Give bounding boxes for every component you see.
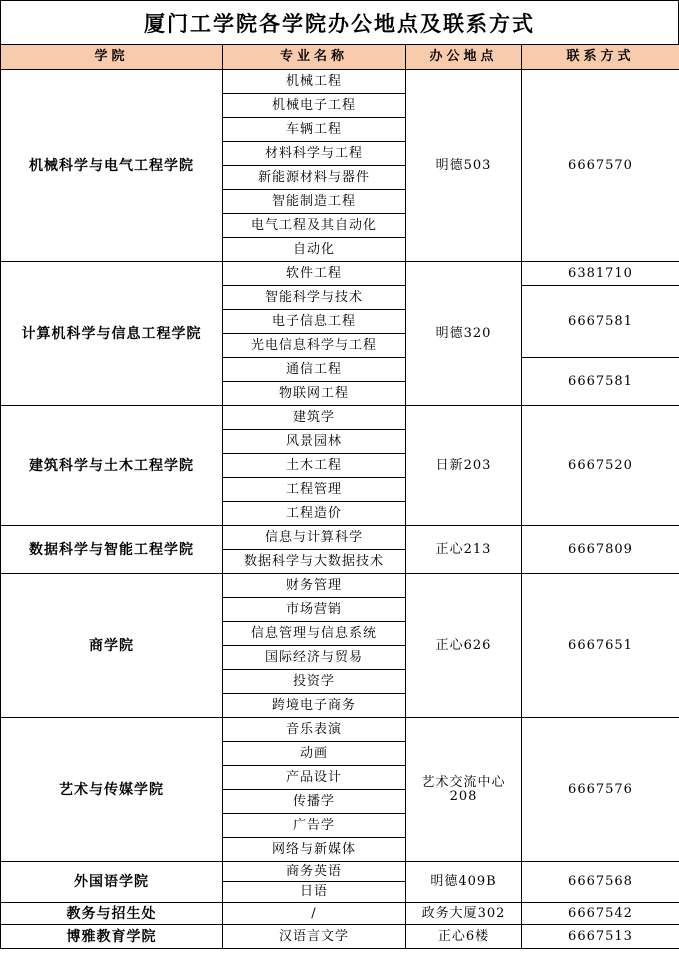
office-location: 正心213 bbox=[406, 526, 522, 574]
major-name: 产品设计 bbox=[223, 766, 406, 790]
contact-phone: 6381710 bbox=[522, 262, 679, 286]
contact-phone: 6667581 bbox=[522, 358, 679, 406]
major-name: 物联网工程 bbox=[223, 382, 406, 406]
major-name: 智能科学与技术 bbox=[223, 286, 406, 310]
major-name: 通信工程 bbox=[223, 358, 406, 382]
college-name: 机械科学与电气工程学院 bbox=[1, 70, 223, 262]
major-name: 电气工程及其自动化 bbox=[223, 214, 406, 238]
header-row bbox=[1, 45, 679, 70]
header-major: 专业名称 bbox=[223, 45, 406, 70]
table-row bbox=[1, 262, 679, 286]
table-row bbox=[1, 862, 679, 882]
contact-phone: 6667542 bbox=[522, 903, 679, 925]
major-name: 工程造价 bbox=[223, 502, 406, 526]
header-contact: 联系方式 bbox=[522, 45, 679, 70]
major-name: 汉语言文学 bbox=[223, 925, 406, 949]
sheet-title-row bbox=[0, 0, 679, 44]
major-name: 车辆工程 bbox=[223, 118, 406, 142]
contact-phone: 6667520 bbox=[522, 406, 679, 526]
major-name: 跨境电子商务 bbox=[223, 694, 406, 718]
major-name: 软件工程 bbox=[223, 262, 406, 286]
table-row bbox=[1, 574, 679, 598]
office-location: 明德320 bbox=[406, 262, 522, 406]
major-name: 商务英语 bbox=[223, 862, 406, 882]
table-row bbox=[1, 903, 679, 925]
office-location: 日新203 bbox=[406, 406, 522, 526]
major-name: / bbox=[223, 903, 406, 925]
major-name: 光电信息科学与工程 bbox=[223, 334, 406, 358]
contact-phone: 6667581 bbox=[522, 286, 679, 358]
college-name: 建筑科学与土木工程学院 bbox=[1, 406, 223, 526]
college-name: 外国语学院 bbox=[1, 862, 223, 903]
major-name: 日语 bbox=[223, 882, 406, 903]
table-row bbox=[1, 718, 679, 742]
contact-phone: 6667570 bbox=[522, 70, 679, 262]
header-office: 办公地点 bbox=[406, 45, 522, 70]
major-name: 广告学 bbox=[223, 814, 406, 838]
contact-table bbox=[0, 44, 679, 949]
table-row bbox=[1, 925, 679, 949]
contact-phone: 6667809 bbox=[522, 526, 679, 574]
major-name: 传播学 bbox=[223, 790, 406, 814]
contact-phone: 6667513 bbox=[522, 925, 679, 949]
major-name: 电子信息工程 bbox=[223, 310, 406, 334]
college-name: 商学院 bbox=[1, 574, 223, 718]
major-name: 智能制造工程 bbox=[223, 190, 406, 214]
major-name: 材料科学与工程 bbox=[223, 142, 406, 166]
contact-phone: 6667568 bbox=[522, 862, 679, 903]
college-name: 教务与招生处 bbox=[1, 903, 223, 925]
major-name: 机械工程 bbox=[223, 70, 406, 94]
office-location: 明德503 bbox=[406, 70, 522, 262]
major-name: 工程管理 bbox=[223, 478, 406, 502]
table-row bbox=[1, 70, 679, 94]
major-name: 网络与新媒体 bbox=[223, 838, 406, 862]
college-name: 博雅教育学院 bbox=[1, 925, 223, 949]
office-location: 明德409B bbox=[406, 862, 522, 903]
table-body bbox=[1, 70, 679, 949]
major-name: 信息管理与信息系统 bbox=[223, 622, 406, 646]
major-name: 自动化 bbox=[223, 238, 406, 262]
college-name: 数据科学与智能工程学院 bbox=[1, 526, 223, 574]
major-name: 信息与计算科学 bbox=[223, 526, 406, 550]
major-name: 土木工程 bbox=[223, 454, 406, 478]
header-college: 学院 bbox=[1, 45, 223, 70]
page-title: 厦门工学院各学院办公地点及联系方式 bbox=[144, 10, 535, 36]
major-name: 投资学 bbox=[223, 670, 406, 694]
table-row bbox=[1, 526, 679, 550]
major-name: 数据科学与大数据技术 bbox=[223, 550, 406, 574]
major-name: 新能源材料与器件 bbox=[223, 166, 406, 190]
contact-phone: 6667576 bbox=[522, 718, 679, 862]
major-name: 动画 bbox=[223, 742, 406, 766]
major-name: 国际经济与贸易 bbox=[223, 646, 406, 670]
major-name: 财务管理 bbox=[223, 574, 406, 598]
office-location: 政务大厦302 bbox=[406, 903, 522, 925]
office-location: 艺术交流中心 208 bbox=[406, 718, 522, 862]
college-name: 艺术与传媒学院 bbox=[1, 718, 223, 862]
major-name: 音乐表演 bbox=[223, 718, 406, 742]
major-name: 机械电子工程 bbox=[223, 94, 406, 118]
table-row bbox=[1, 406, 679, 430]
major-name: 市场营销 bbox=[223, 598, 406, 622]
office-location: 正心6楼 bbox=[406, 925, 522, 949]
major-name: 建筑学 bbox=[223, 406, 406, 430]
major-name: 风景园林 bbox=[223, 430, 406, 454]
office-location: 正心626 bbox=[406, 574, 522, 718]
contact-phone: 6667651 bbox=[522, 574, 679, 718]
college-name: 计算机科学与信息工程学院 bbox=[1, 262, 223, 406]
